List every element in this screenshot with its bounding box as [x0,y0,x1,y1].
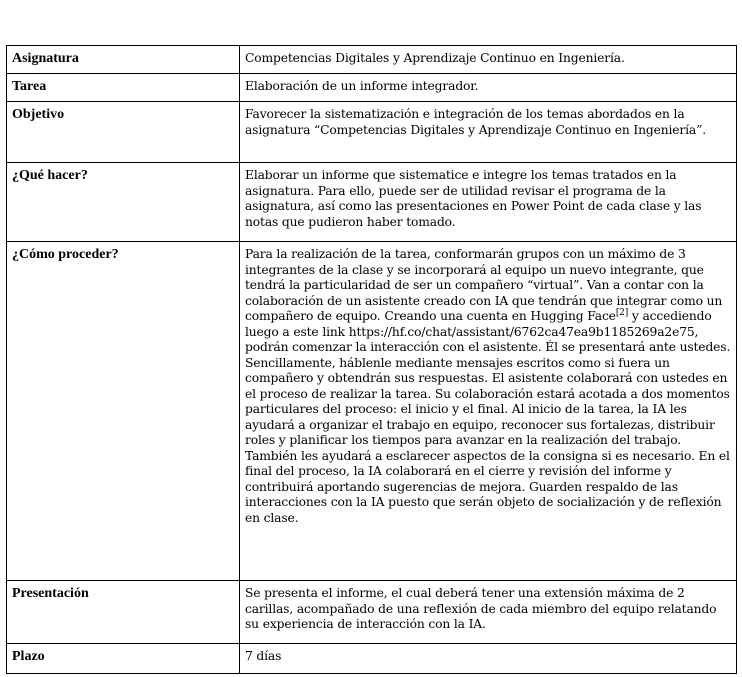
row-label-plazo: Plazo [7,644,240,674]
row-label-presentacion: Presentación [7,581,240,644]
table-row [7,46,737,74]
row-value-como-proceder [240,242,737,581]
row-value-plazo: 7 días [240,644,737,674]
table-row [7,163,737,242]
row-value-presentacion: Se presenta el informe, el cual deberá tener una extensión máxima de 2 carillas, acompañado de una reflexión de cada miembro del equipo relatando su experiencia de interacción con la IA. [240,581,737,644]
table-row [7,74,737,102]
row-label-como-proceder: ¿Cómo proceder? [7,242,240,581]
row-value-tarea: Elaboración de un informe integrador. [240,74,737,102]
table-row [7,242,737,581]
table-row [7,581,737,644]
row-value-objetivo: Favorecer la sistematización e integración de los temas abordados en la asignatura “Competencias Digitales y Aprendizaje Continuo en Ingeniería”. [240,102,737,163]
row-value-asignatura: Competencias Digitales y Aprendizaje Continuo en Ingeniería. [240,46,737,74]
row-label-objetivo: Objetivo [7,102,240,163]
table-row [7,644,737,674]
row-label-que-hacer: ¿Qué hacer? [7,163,240,242]
footnote-reference[interactable]: [2] [615,307,629,318]
assignment-table [6,45,737,674]
procedure-text-start: Para la realización de la tarea, conformarán grupos con un máximo de 3 integrantes de la clase y se incorporará al equipo un nuevo integrante, que tendrá la particularidad de ser un compañero “virtual”. Van a contar con la colaboración de un asistente creado con IA que tendrán que integrar como un compañero de equipo. Creando una cuenta en Hugging Face [245,247,723,323]
row-label-tarea: Tarea [7,74,240,102]
table-row [7,102,737,163]
row-value-que-hacer: Elaborar un informe que sistematice e integre los temas tratados en la asignatura. Para ello, puede ser de utilidad revisar el programa de la asignatura, así como las presentaciones en Power Point de cada clase y las notas que pudieron haber tomado. [240,163,737,242]
procedure-text-end: y accediendo luego a este link https://hf.co/chat/assistant/6762ca47ea9b1185269a2e75, podrán comenzar la interacción con el asistente. Él se presentará ante ustedes. Sencillamente, háblenle mediante mensajes escritos como si fuera un compañero y obtendrán sus respuestas. El asistente colaborará con ustedes en el proceso de realizar la tarea. Su colaboración estará acotada a dos momentos particulares del proceso: el inicio y el final. Al inicio de la tarea, la IA les ayudará a organizar el trabajo en equipo, reconocer sus fortalezas, distribuir roles y planificar los tiempos para avanzar en la realización del trabajo. También les ayudará a esclarecer aspectos de la consigna si es necesario. En el final del proceso, la IA colaborará en el cierre y revisión del informe y contribuirá aportando sugerencias de mejora. Guarden respaldo de las interacciones con la IA puesto que serán objeto de socialización y de reflexión en clase. [245,309,731,525]
row-label-asignatura: Asignatura [7,46,240,74]
